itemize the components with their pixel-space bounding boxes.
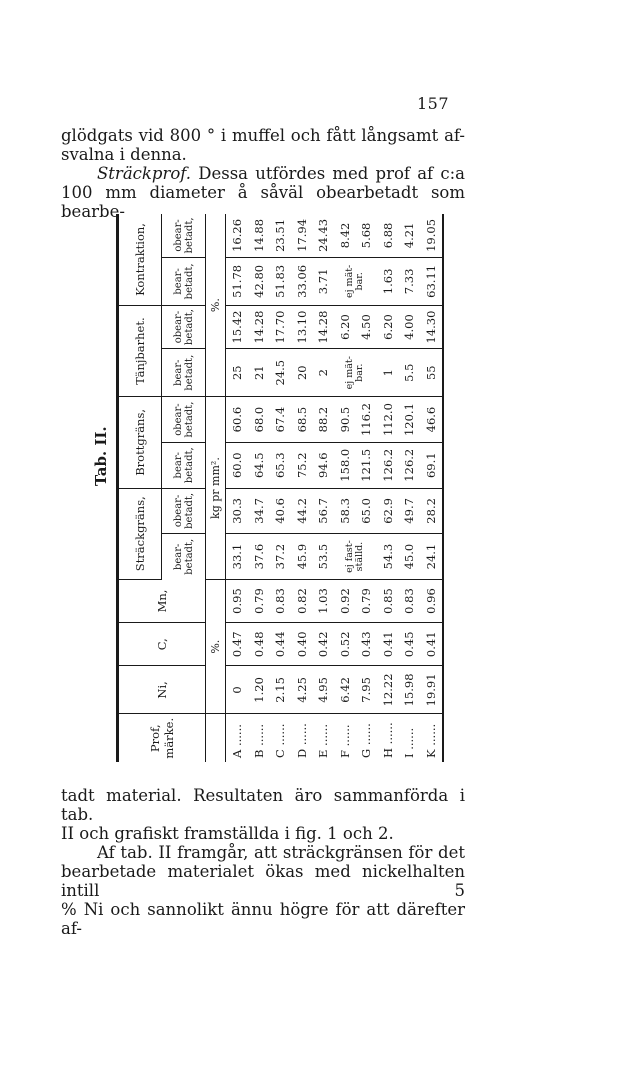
cell-c: 0.44: [269, 623, 291, 666]
cell-tanj-obear: 6.20: [377, 305, 399, 348]
cell-brott-obear: 60.6: [226, 397, 248, 443]
text-line: % Ni och sannolikt ännu högre för att därefter af-: [61, 900, 465, 938]
text-fragment: Dessa utfördes med prof af c:a: [191, 164, 465, 183]
table-title: Tab. II.: [92, 426, 110, 486]
row-mark: K ......: [423, 723, 438, 758]
cell-ni: 1.20: [248, 666, 270, 714]
text-line: 100 mm diameter å såväl obearbetadt som bearbe-: [61, 183, 465, 221]
cell-strack-obear: 56.7: [312, 488, 334, 534]
cell-strack-bear: 54.3: [377, 534, 399, 580]
unit-kg: kg pr mm².: [206, 397, 226, 580]
cell-kontr-bear: 51.83: [269, 257, 291, 305]
header-prof: Prof, märke.: [118, 714, 206, 762]
cell-ni: 4.95: [312, 666, 334, 714]
cell-tanj-bear: 1: [377, 349, 399, 397]
cell-strack-bear: 24.1: [420, 534, 443, 580]
row-mark: H ......: [380, 722, 395, 758]
cell-strack-obear: 44.2: [291, 488, 313, 534]
cell-kontr-bear: 3.71: [312, 257, 334, 305]
cell-strack-obear: 28.2: [420, 488, 443, 534]
subheader-bearbetadt: bear- betadt,: [162, 442, 206, 488]
cell-brott-obear: 120.1: [398, 397, 420, 443]
cell-brott-obear: 88.2: [312, 397, 334, 443]
header-strackgrans: Sträckgräns,: [118, 488, 162, 579]
row-mark: A ......: [229, 724, 244, 758]
table-row: [420, 214, 443, 762]
cell-tanj-obear: 4.50: [355, 305, 377, 348]
table-row: [269, 214, 291, 762]
cell-tanj-obear: 14.28: [312, 305, 334, 348]
cell-strack-bear: 37.2: [269, 534, 291, 580]
page-number: 157: [417, 94, 450, 113]
table-row: [312, 214, 334, 762]
cell-kontr-obear: 8.42: [334, 214, 356, 257]
cell-strack-obear: 34.7: [248, 488, 270, 534]
row-mark: D ......: [294, 723, 309, 758]
cell-c: 0.48: [248, 623, 270, 666]
cell-strack-bear: 53.5: [312, 534, 334, 580]
header-ni: Ni,: [118, 666, 206, 714]
header-c: C,: [118, 623, 206, 666]
cell-c: 0.45: [398, 623, 420, 666]
section-heading: Sträckprof.: [97, 164, 192, 183]
row-mark: G ......: [359, 723, 374, 758]
cell-strack-bear: 33.1: [226, 534, 248, 580]
cell-strack-bear: 37.6: [248, 534, 270, 580]
cell-ni: 7.95: [355, 666, 377, 714]
cell-strack-obear: 40.6: [269, 488, 291, 534]
table-row: [377, 214, 399, 762]
cell-kontr-obear: 17.94: [291, 214, 313, 257]
cell-kontr-obear: 23.51: [269, 214, 291, 257]
cell-c: 0.41: [420, 623, 443, 666]
cell-kontr-bear: 7.33: [398, 257, 420, 305]
cell-ni: 0: [226, 666, 248, 714]
text-line: glödgats vid 800 ° i muffel och fått långsamt af-: [61, 126, 465, 145]
cell-kontr-bear: 33.06: [291, 257, 313, 305]
top-paragraph: [61, 126, 465, 221]
subheader-obearbetadt: obear- betadt,: [162, 305, 206, 348]
cell-mn: 0.82: [291, 579, 313, 622]
cell-kontr-bear-note: ej mät- bar.: [334, 257, 377, 305]
cell-strack-bear-note: ej fast- ställd.: [334, 534, 377, 580]
cell-brott-obear: 68.5: [291, 397, 313, 443]
subheader-bearbetadt: bear- betadt,: [162, 349, 206, 397]
cell-c: 0.52: [334, 623, 356, 666]
subheader-bearbetadt: bear- betadt,: [162, 534, 206, 580]
cell-tanj-obear: 14.30: [420, 305, 443, 348]
table-row: [291, 214, 313, 762]
cell-tanj-bear-note: ej mät- bar.: [334, 349, 377, 397]
cell-tanj-obear: 17.70: [269, 305, 291, 348]
cell-tanj-bear: 25: [226, 349, 248, 397]
subheader-obearbetadt: obear- betadt,: [162, 397, 206, 443]
cell-c: 0.41: [377, 623, 399, 666]
header-brottgrans: Brottgräns,: [118, 397, 162, 488]
cell-strack-bear: 45.9: [291, 534, 313, 580]
subheader-obearbetadt: obear- betadt,: [162, 214, 206, 257]
header-mn: Mn,: [118, 579, 206, 622]
cell-c: 0.47: [226, 623, 248, 666]
cell-brott-obear: 67.4: [269, 397, 291, 443]
cell-mn: 0.92: [334, 579, 356, 622]
cell-ni: 12.22: [377, 666, 399, 714]
table-row: [398, 214, 420, 762]
cell-strack-obear: 65.0: [355, 488, 377, 534]
row-mark: I ......: [402, 727, 417, 758]
cell-mn: 0.79: [355, 579, 377, 622]
cell-brott-obear: 68.0: [248, 397, 270, 443]
cell-tanj-bear: 55: [420, 349, 443, 397]
table-row: [226, 214, 248, 762]
text-line: Af tab. II framgår, att sträckgränsen för det: [97, 843, 465, 862]
cell-strack-obear: 62.9: [377, 488, 399, 534]
cell-kontr-bear: 42.80: [248, 257, 270, 305]
cell-mn: 0.85: [377, 579, 399, 622]
table-row: [248, 214, 270, 762]
cell-kontr-obear: 4.21: [398, 214, 420, 257]
cell-tanj-obear: 15.42: [226, 305, 248, 348]
cell-brott-bear: 94.6: [312, 442, 334, 488]
rotated-table: [116, 214, 444, 762]
cell-kontr-obear: 19.05: [420, 214, 443, 257]
cell-brott-bear: 75.2: [291, 442, 313, 488]
cell-strack-obear: 58.3: [334, 488, 356, 534]
row-mark: B ......: [251, 723, 266, 758]
cell-tanj-bear: 24.5: [269, 349, 291, 397]
cell-brott-bear: 69.1: [420, 442, 443, 488]
cell-brott-bear: 60.0: [226, 442, 248, 488]
cell-brott-bear: 121.5: [355, 442, 377, 488]
text-line: svalna i denna.: [61, 145, 187, 164]
cell-mn: 0.96: [420, 579, 443, 622]
cell-ni: 4.25: [291, 666, 313, 714]
cell-mn: 0.83: [269, 579, 291, 622]
cell-brott-bear: 126.2: [398, 442, 420, 488]
cell-tanj-bear: 5.5: [398, 349, 420, 397]
row-mark: C ......: [273, 723, 288, 758]
cell-mn: 0.83: [398, 579, 420, 622]
cell-mn: 1.03: [312, 579, 334, 622]
unit-percent-2: %.: [206, 214, 226, 397]
text-line: [61, 164, 465, 183]
cell-mn: 0.79: [248, 579, 270, 622]
cell-strack-bear: 45.0: [398, 534, 420, 580]
cell-tanj-obear: 14.28: [248, 305, 270, 348]
cell-brott-obear: 90.5: [334, 397, 356, 443]
cell-c: 0.42: [312, 623, 334, 666]
cell-c: 0.40: [291, 623, 313, 666]
cell-strack-obear: 30.3: [226, 488, 248, 534]
cell-ni: 6.42: [334, 666, 356, 714]
cell-ni: 15.98: [398, 666, 420, 714]
unit-cell: [206, 714, 226, 762]
header-kontraktion: Kontraktion,: [118, 214, 162, 305]
unit-percent: %.: [206, 579, 226, 714]
cell-brott-bear: 126.2: [377, 442, 399, 488]
cell-kontr-obear: 5.68: [355, 214, 377, 257]
cell-ni: 2.15: [269, 666, 291, 714]
cell-kontr-obear: 24.43: [312, 214, 334, 257]
subheader-bearbetadt: bear- betadt,: [162, 257, 206, 305]
row-mark: F ......: [337, 724, 352, 758]
cell-brott-bear: 65.3: [269, 442, 291, 488]
text-line: bearbetade materialet ökas med nickelhalten intill 5: [61, 862, 465, 900]
text-line: tadt material. Resultaten äro sammanförda i tab.: [61, 786, 465, 824]
data-table: [116, 214, 444, 762]
cell-brott-bear: 64.5: [248, 442, 270, 488]
cell-brott-obear: 46.6: [420, 397, 443, 443]
cell-tanj-obear: 4.00: [398, 305, 420, 348]
cell-brott-bear: 158.0: [334, 442, 356, 488]
cell-brott-obear: 116.2: [355, 397, 377, 443]
cell-tanj-bear: 20: [291, 349, 313, 397]
cell-tanj-obear: 13.10: [291, 305, 313, 348]
cell-tanj-obear: 6.20: [334, 305, 356, 348]
cell-kontr-obear: 6.88: [377, 214, 399, 257]
cell-ni: 19.91: [420, 666, 443, 714]
cell-kontr-bear: 51.78: [226, 257, 248, 305]
cell-tanj-bear: 2: [312, 349, 334, 397]
cell-kontr-obear: 14.88: [248, 214, 270, 257]
cell-tanj-bear: 21: [248, 349, 270, 397]
bottom-paragraph: [61, 786, 465, 938]
cell-strack-obear: 49.7: [398, 488, 420, 534]
cell-kontr-obear: 16.26: [226, 214, 248, 257]
row-mark: E ......: [316, 724, 331, 758]
header-tanjbarhet: Tänjbarhet.: [118, 305, 162, 396]
cell-kontr-bear: 63.11: [420, 257, 443, 305]
subheader-obearbetadt: obear- betadt,: [162, 488, 206, 534]
text-line: II och grafiskt framställda i fig. 1 och 2.: [61, 824, 394, 843]
table-row: [334, 214, 356, 762]
cell-kontr-bear: 1.63: [377, 257, 399, 305]
cell-mn: 0.95: [226, 579, 248, 622]
cell-brott-obear: 112.0: [377, 397, 399, 443]
cell-c: 0.43: [355, 623, 377, 666]
